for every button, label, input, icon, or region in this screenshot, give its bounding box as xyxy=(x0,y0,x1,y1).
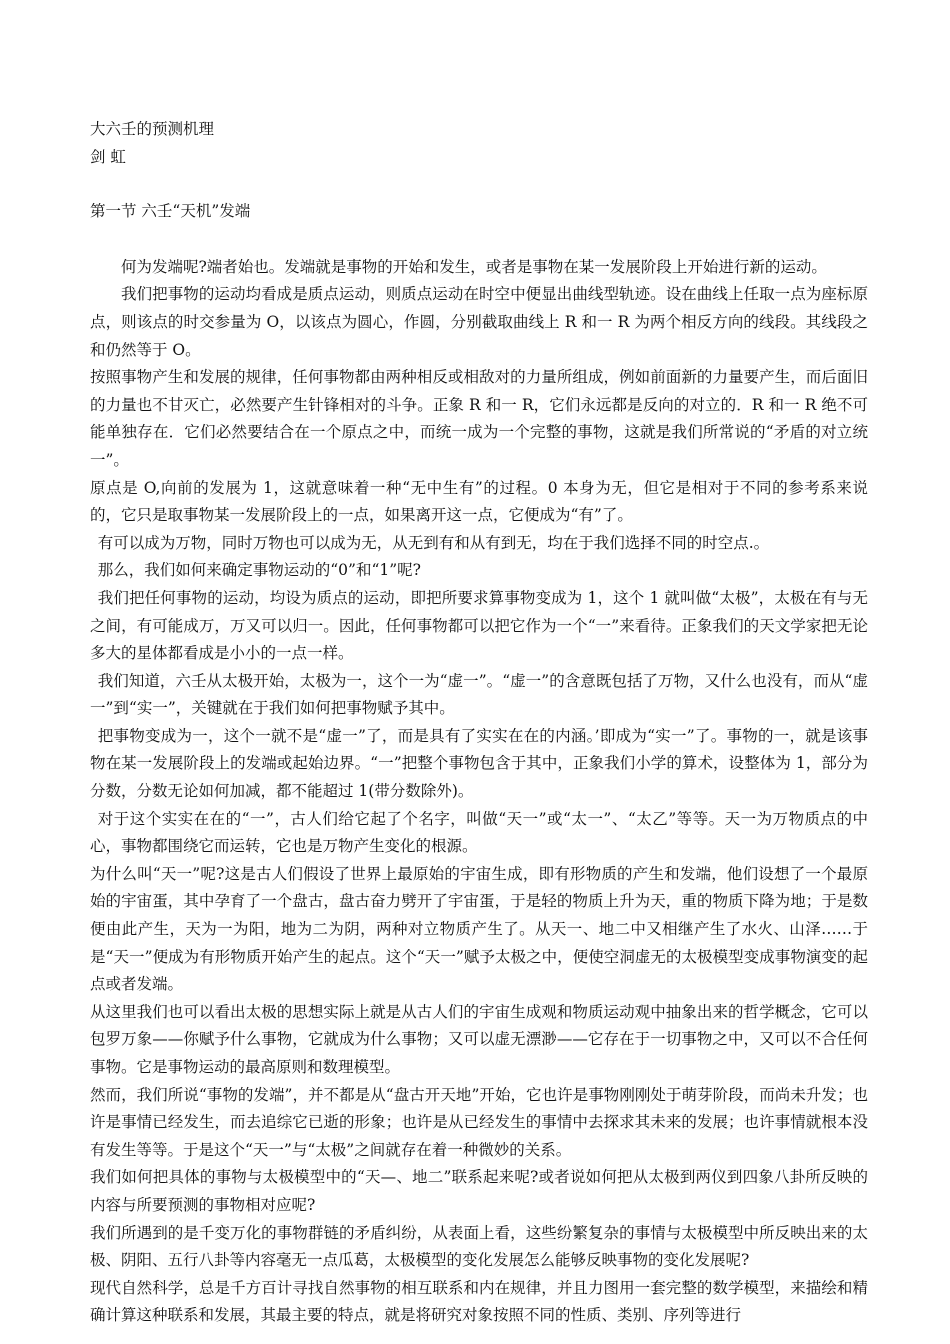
paragraph: 对于这个实实在在的“一”，古人们给它起了个名字，叫做“天一”或“太一”、“太乙”等等。天一为万物质点的中心，事物都围绕它而运转，它也是万物产生变化的根源。 xyxy=(90,809,868,856)
paragraph: 那么，我们如何来确定事物运动的“0”和“1”呢? xyxy=(97,561,421,580)
document-author: 剑 虹 xyxy=(90,147,126,166)
section-title: 第一节 六壬“天机”发端 xyxy=(90,202,251,221)
paragraph: 我们把任何事物的运动，均设为质点的运动，即把所要求算事物变成为 1，这个 1 就叫做“太极”，太极在有与无之间，有可能成万，万又可以归一。因此，任何事物都可以把它作为一个“一”来看待。正象我们的天文学家把无论多大的星体都看成是小小的一点一样。 xyxy=(90,588,868,663)
paragraph: 然而，我们所说“事物的发端”，并不都是从“盘古开天地”开始，它也许是事物刚刚处于萌芽阶段，而尚未升发；也许是事情已经发生，而去追综它已逝的形象；也许是从已经发生的事情中去探求其未来的发展；也许事情就根本没有发生等等。于是这个“天一”与“太极”之间就存在着一种微妙的关系。 xyxy=(90,1085,868,1159)
document-title: 大六壬的预测机理 xyxy=(90,120,215,138)
paragraph: 我们如何把具体的事物与太极模型中的“天—、地二”联系起来呢?或者说如何把从太极到两仪到四象八卦所反映的内容与所要预测的事物相对应呢? xyxy=(90,1168,868,1214)
paragraph: 原点是 O,向前的发展为 1，这就意味着一种“无中生有”的过程。0 本身为无，但它是相对于不同的参考系来说的，它只是取事物某一发展阶段上的一点，如果离开这一点，它便成为“有”了。 xyxy=(90,478,868,525)
paragraph: 何为发端呢?端者始也。发端就是事物的开始和发生，或者是事物在某一发展阶段上开始进行新的运动。 xyxy=(121,257,827,276)
document-page xyxy=(90,116,868,1330)
paragraph: 为什么叫“天一”呢?这是古人们假设了世界上最原始的宇宙生成，即有形物质的产生和发端，他们设想了一个最原始的宇宙蛋，其中孕育了一个盘古，盘古奋力劈开了宇宙蛋，于是轻的物质上升为天，重的物质下降为地；于是数便由此产生，天为一为阳，地为二为阴，两种对立物质产生了。从天一、地二中又相继产生了水火、山泽……于是“天一”便成为有形物质开始产生的起点。这个“天一”赋予太极之中，便使空洞虚无的太极模型变成事物演变的起点或者发端。 xyxy=(90,864,868,994)
paragraph: 把事物变成为一，这个一就不是“虚一”了，而是具有了实实在在的内涵。’即成为“实一”了。事物的一，就是该事物在某一发展阶段上的发端或起始边界。“一”把整个事物包含于其中，正象我们小学的算术，设整体为 1，部分为分数，分数无论如何加减，都不能超过 1(带分数除外)。 xyxy=(90,726,868,801)
paragraph: 我们把事物的运动均看成是质点运动，则质点运动在时空中便显出曲线型轨迹。设在曲线上任取一点为座标原点，则该点的时交参量为 O，以该点为圆心，作圆，分别截取曲线上 R 和一 R 为两个相反方向的线段。其线段之和仍然等于 O。 xyxy=(90,285,868,359)
paragraph: 按照事物产生和发展的规律，任何事物都由两种相反或相敌对的力量所组成，例如前面新的力量要产生，而后面旧的力量也不甘灭亡，必然要产生针锋相对的斗争。正象 R 和一 R，它们永远都是反向的对立的．R 和一 R 绝不可能单独存在．它们必然要结合在一个原点之中，而统一成为一个完整的事物，这就是我们所常说的“矛盾的对立统一”。 xyxy=(90,368,868,469)
paragraph: 现代自然科学，总是千方百计寻找自然事物的相互联系和内在规律，并且力图用一套完整的数学模型，来描绘和精确计算这种联系和发展，其最主要的特点，就是将研究对象按照不同的性质、类别、序列等进行 xyxy=(90,1278,868,1325)
paragraph: 有可以成为万物，同时万物也可以成为无，从无到有和从有到无，均在于我们选择不同的时空点.。 xyxy=(97,533,770,552)
paragraph: 我们知道，六壬从太极开始，太极为一，这个一为“虚一”。“虚一”的含意既包括了万物，又什么也没有，而从“虚一”到“实一”，关键就在于我们如何把事物赋予其中。 xyxy=(90,671,868,718)
spacer xyxy=(90,171,868,198)
paragraph: 从这里我们也可以看出太极的思想实际上就是从古人们的宇宙生成观和物质运动观中抽象出来的哲学概念，它可以包罗万象——你赋予什么事物，它就成为什么事物；又可以虚无漂渺——它存在于一切事物之中，又可以不合任何事物。它是事物运动的最高原则和数理模型。 xyxy=(90,1002,868,1076)
paragraph: 我们所遇到的是千变万化的事物群链的矛盾纠纷，从表面上看，这些纷繁复杂的事情与太极模型中所反映出来的太极、阴阳、五行八卦等内容毫无一点瓜葛，太极模型的变化发展怎么能够反映事物的变化发展呢? xyxy=(90,1223,868,1270)
